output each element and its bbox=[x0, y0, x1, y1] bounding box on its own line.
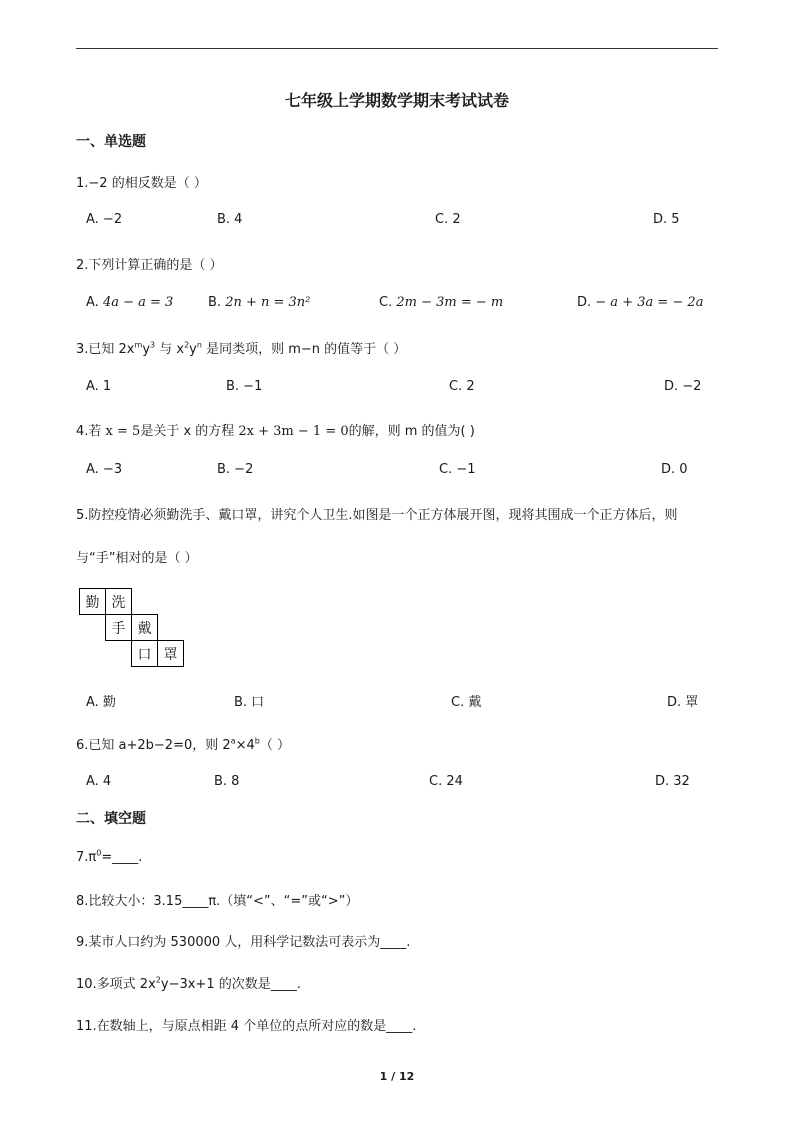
q1-option-a[interactable]: A. −2 bbox=[86, 212, 123, 227]
question-8: 8.比较大小：3.15____π.（填“<”、“=”或“>”） bbox=[76, 894, 359, 909]
net-cell-kou: 口 bbox=[131, 640, 158, 667]
question-9: 9.某市人口约为 530000 人，用科学记数法可表示为____. bbox=[76, 935, 411, 950]
question-4-stem: 4.若 x = 5是关于 x 的方程 2x + 3m − 1 = 0的解，则 m 的值为( ) bbox=[76, 424, 475, 439]
section-heading-single-choice: 一、单选题 bbox=[76, 134, 146, 150]
page-title: 七年级上学期数学期末考试试卷 bbox=[284, 91, 509, 110]
q4-option-b[interactable]: B. −2 bbox=[217, 462, 254, 477]
section-heading-fill-blank: 二、填空题 bbox=[76, 811, 146, 827]
question-3-stem: 3.已知 $2x^my^3$ 与 $x^2y^n$ 是同类项，则 m−n 的值等于（ ） bbox=[76, 340, 407, 357]
q5-option-d[interactable]: D. 罩 bbox=[667, 695, 699, 710]
q4-option-a[interactable]: A. −3 bbox=[86, 462, 123, 477]
q1-option-d[interactable]: D. 5 bbox=[653, 212, 680, 227]
question-10: 10.多项式 $2x^2y-3x+1$ 的次数是____. bbox=[76, 975, 301, 992]
q4-option-d[interactable]: D. 0 bbox=[661, 462, 688, 477]
header-rule bbox=[76, 48, 718, 49]
question-6-stem: 6.已知 a+2b−2=0，则 $2^a\times 4^b$（ ） bbox=[76, 736, 290, 753]
q5-option-c[interactable]: C. 戴 bbox=[451, 695, 482, 710]
q2-option-c[interactable]: C. 2m − 3m = − m bbox=[379, 295, 504, 310]
net-cell-dai: 戴 bbox=[131, 614, 158, 641]
q6-option-c[interactable]: C. 24 bbox=[429, 774, 463, 789]
q6-option-d[interactable]: D. 32 bbox=[655, 774, 690, 789]
q1-option-b[interactable]: B. 4 bbox=[217, 212, 243, 227]
q3-option-d[interactable]: D. −2 bbox=[664, 379, 702, 394]
q6-option-a[interactable]: A. 4 bbox=[86, 774, 112, 789]
page-number: 1 / 12 bbox=[379, 1070, 415, 1083]
question-2-stem: 2.下列计算正确的是（ ） bbox=[76, 258, 223, 273]
question-7: $7.\pi^0=\_\_\_\_$. bbox=[76, 848, 143, 865]
q1-option-c[interactable]: C. 2 bbox=[435, 212, 461, 227]
question-5-stem-line1: 5.防控疫情必须勤洗手、戴口罩，讲究个人卫生.如图是一个正方体展开图，现将其围成一个正方体后，则 bbox=[76, 508, 678, 523]
q2-option-b[interactable]: B. 2n + n = 3n² bbox=[208, 295, 311, 310]
q2-option-a[interactable]: A. 4a − a = 3 bbox=[86, 295, 174, 310]
q3-option-b[interactable]: B. −1 bbox=[226, 379, 263, 394]
question-1-stem: 1.−2 的相反数是（ ） bbox=[76, 176, 207, 191]
q4-option-c[interactable]: C. −1 bbox=[439, 462, 476, 477]
q2-option-d[interactable]: D. − a + 3a = − 2a bbox=[577, 295, 704, 310]
net-cell-qin: 勤 bbox=[79, 588, 106, 615]
q3-option-c[interactable]: C. 2 bbox=[449, 379, 475, 394]
net-cell-zhao: 罩 bbox=[157, 640, 184, 667]
q5-option-a[interactable]: A. 勤 bbox=[86, 695, 116, 710]
net-cell-xi: 洗 bbox=[105, 588, 132, 615]
q6-option-b[interactable]: B. 8 bbox=[214, 774, 240, 789]
question-5-stem-line2: 与“手”相对的是（ ） bbox=[76, 551, 198, 566]
cube-net-figure bbox=[79, 588, 185, 668]
question-11: 11.在数轴上，与原点相距 4 个单位的点所对应的数是____. bbox=[76, 1019, 417, 1034]
q5-option-b[interactable]: B. 口 bbox=[234, 695, 265, 710]
net-cell-shou: 手 bbox=[105, 614, 132, 641]
q3-option-a[interactable]: A. 1 bbox=[86, 379, 112, 394]
